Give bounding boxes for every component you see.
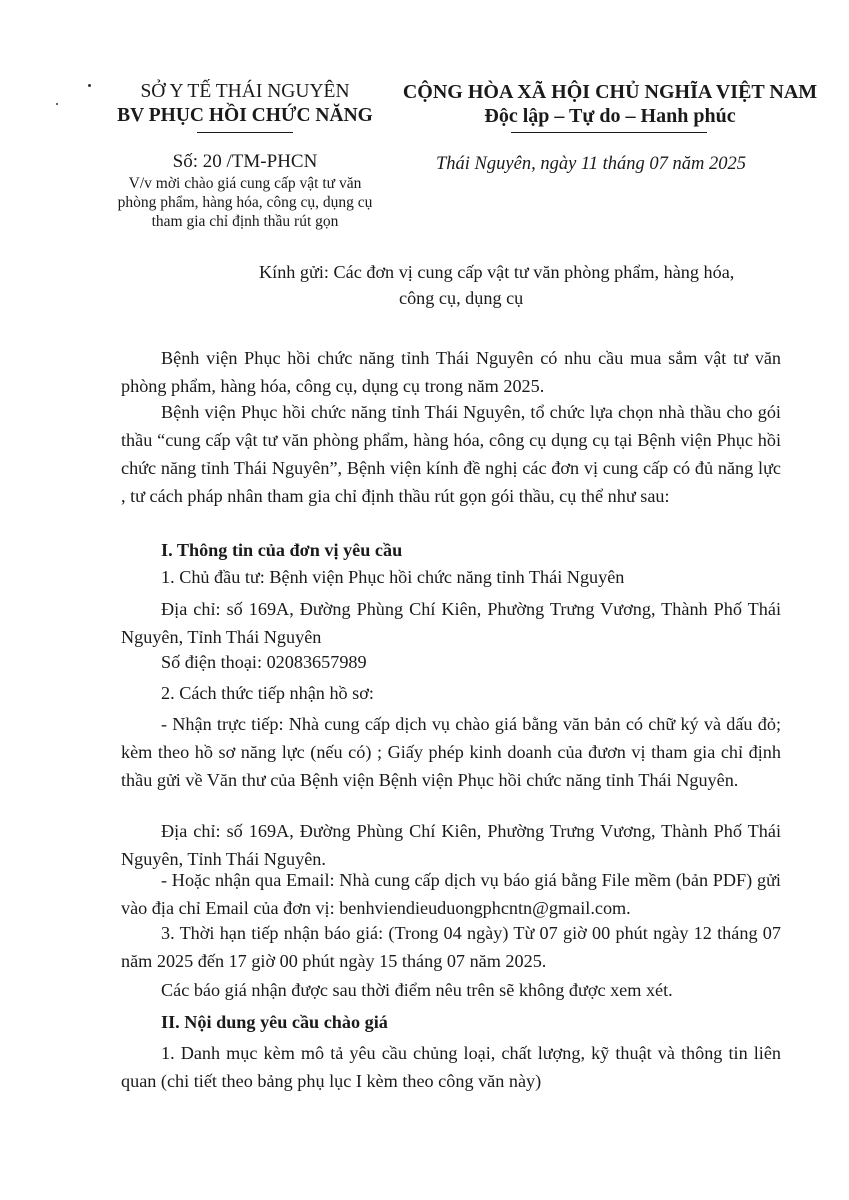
scan-speck (88, 84, 91, 87)
email-submission-paragraph: - Hoặc nhận qua Email: Nhà cung cấp dịch vụ báo giá bằng File mềm (bản PDF) gửi vào địa chỉ Email của đơn vị: benhviendieuduongphcntn@gmail.com. (121, 870, 781, 918)
subject-line-1: V/v mời chào giá cung cấp vật tư văn (128, 175, 362, 192)
agency-name: BV PHỤC HỒI CHỨC NĂNG (117, 105, 373, 126)
address-paragraph-2: Địa chỉ: số 169A, Đường Phùng Chí Kiên, Phường Trưng Vương, Thành Phố Thái Nguyên, Tỉnh Thái Nguyên. (121, 821, 781, 869)
agency-underline (197, 132, 293, 133)
place-date: Thái Nguyên, ngày 11 tháng 07 năm 2025 (436, 154, 747, 174)
doc-subject (95, 174, 395, 231)
agency-header (95, 80, 395, 128)
national-header (385, 80, 835, 128)
section-2-title: II. Nội dung yêu cầu chào giá (161, 1012, 388, 1032)
phone-line: Số điện thoại: 02083657989 (161, 652, 367, 672)
recipient-line-1: Kính gửi: Các đơn vị cung cấp vật tư văn phòng phẩm, hàng hóa, (259, 262, 735, 282)
agency-parent: SỞ Y TẾ THÁI NGUYÊN (140, 81, 350, 102)
direct-submission-paragraph: - Nhận trực tiếp: Nhà cung cấp dịch vụ chào giá bằng văn bản có chữ ký và dấu đỏ; kèm theo hồ sơ năng lực (nếu có) ; Giấy phép kinh doanh của đươn vị tham gia chỉ định thầu gửi về Văn thư của Bệnh viện Bệnh viện Phục hồi chức năng tỉnh Thái Nguyên. (121, 714, 781, 790)
subject-line-2: phòng phẩm, hàng hóa, công cụ, dụng cụ (117, 194, 373, 211)
subject-line-3: tham gia chỉ định thầu rút gọn (151, 213, 339, 230)
motto-underline (511, 132, 707, 133)
investor-line: 1. Chủ đầu tư: Bệnh viện Phục hồi chức năng tỉnh Thái Nguyên (161, 567, 625, 587)
recipient-line-2: công cụ, dụng cụ (399, 288, 524, 308)
deadline-paragraph: 3. Thời hạn tiếp nhận báo giá: (Trong 04 ngày) Từ 07 giờ 00 phút ngày 12 tháng 07 năm 2025 đến 17 giờ 00 phút ngày 15 tháng 07 năm 2025. (121, 923, 781, 971)
national-title: CỘNG HÒA XÃ HỘI CHỦ NGHĨA VIỆT NAM (402, 81, 818, 103)
doc-number: Số: 20 /TM-PHCN (172, 151, 318, 172)
section-1-title: I. Thông tin của đơn vị yêu cầu (161, 540, 403, 560)
paragraph-purpose: Bệnh viện Phục hồi chức năng tỉnh Thái Nguyên có nhu cầu mua sắm vật tư văn phòng phẩm, hàng hóa, công cụ, dụng cụ trong năm 2025. (121, 348, 781, 396)
late-submission-note: Các báo giá nhận được sau thời điểm nêu trên sẽ không được xem xét. (161, 980, 673, 1000)
submission-method-heading: 2. Cách thức tiếp nhận hồ sơ: (161, 683, 374, 703)
scan-speck (56, 103, 58, 105)
national-motto: Độc lập – Tự do – Hanh phúc (484, 105, 736, 127)
paragraph-invitation: Bệnh viện Phục hồi chức năng tỉnh Thái Nguyên, tổ chức lựa chọn nhà thầu cho gói thầu “cung cấp vật tư văn phòng phẩm, hàng hóa, công cụ dụng cụ tại Bệnh viện Phục hồi chức năng tỉnh Thái Nguyên”, Bệnh viện kính đề nghị các đơn vị cung cấp có đủ năng lực , tư cách pháp nhân tham gia chỉ định thầu rút gọn gói thầu, cụ thể như sau: (121, 402, 781, 506)
requirements-paragraph: 1. Danh mục kèm mô tả yêu cầu chủng loại, chất lượng, kỹ thuật và thông tin liên quan (chi tiết theo bảng phụ lục I kèm theo công văn này) (121, 1043, 781, 1091)
address-paragraph: Địa chỉ: số 169A, Đường Phùng Chí Kiên, Phường Trưng Vương, Thành Phố Thái Nguyên, Tỉnh Thái Nguyên (121, 599, 781, 647)
